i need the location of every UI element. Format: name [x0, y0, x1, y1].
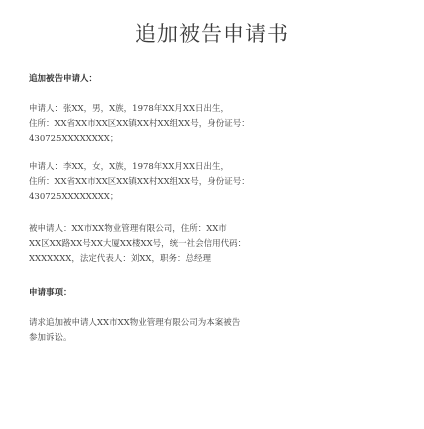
respondent-section [29, 222, 401, 267]
applicant-2-line: 住所：XX省XX市XX区XX镇XX村XX组XX号，身份证号： [29, 177, 250, 187]
applicant-2-section [29, 160, 401, 205]
request-body-section [29, 316, 401, 346]
document-title: 追加被告申请书 [135, 22, 289, 46]
respondent-line: XXXXXXX，法定代表人：刘XX，职务：总经理 [29, 254, 211, 264]
applicant-1-line: 住所：XX省XX市XX区XX镇XX村XX组XX号，身份证号： [29, 119, 250, 129]
request-body-line: 参加诉讼。 [29, 333, 72, 343]
request-body-line: 请求追加被申请人XX市XX物业管理有限公司为本案被告 [29, 318, 241, 328]
request-heading-section [29, 286, 401, 301]
applicant-1-section [29, 102, 401, 147]
respondent-line: 被申请人：XX市XX物业管理有限公司，住所：XX市 [29, 224, 227, 234]
applicant-2-line: 430725XXXXXXXX； [29, 192, 119, 202]
applicant-1-line: 申请人：张XX，男，X族，1978年XX月XX日出生， [29, 104, 229, 114]
addressee-section [29, 72, 401, 87]
applicant-2-line: 申请人：李XX，女，X族，1978年XX月XX日出生， [29, 162, 229, 172]
applicant-1-line: 430725XXXXXXXX； [29, 134, 119, 144]
request-heading: 申请事项： [29, 288, 72, 298]
addressee-line: 追加被告申请人： [29, 74, 98, 84]
respondent-line: XX区XX路XX号XX大厦XX楼XX号，统一社会信用代码： [29, 239, 247, 249]
